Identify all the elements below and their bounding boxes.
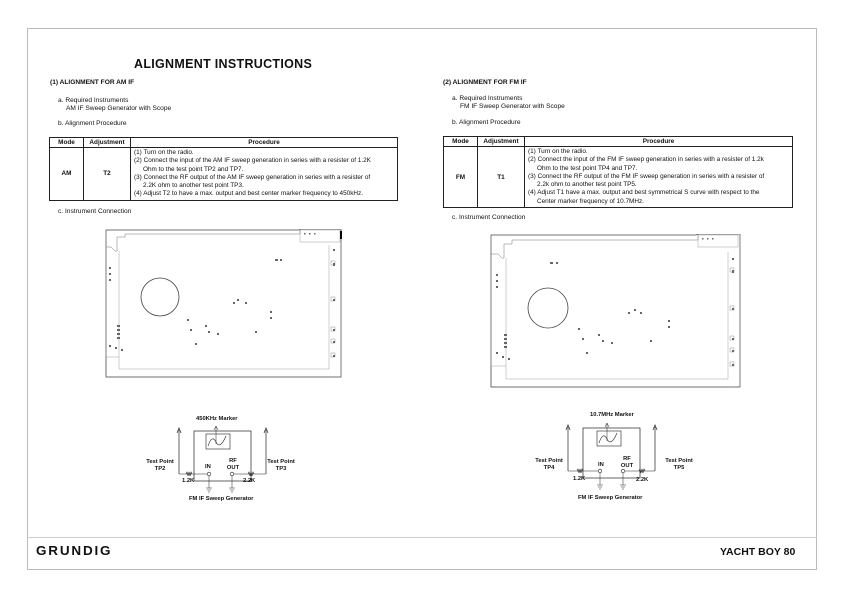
fm-step-line: Ohm to the test point TP4 and TP7. bbox=[537, 164, 638, 172]
am-adjustment-cell: T2 bbox=[84, 148, 131, 201]
fm-testpoint-left bbox=[532, 458, 566, 472]
fm-testpoint-left-line2: TP4 bbox=[543, 465, 555, 471]
am-step-line: (4) Adjust T2 to have a max. output and best center marker frequency to 450kHz. bbox=[134, 190, 364, 198]
am-testpoint-left-line1: Test Point bbox=[146, 459, 174, 465]
am-testpoint-right bbox=[265, 459, 297, 473]
fm-adjustment-cell: T1 bbox=[478, 147, 525, 208]
am-testpoint-left bbox=[144, 459, 176, 473]
am-procedure-table bbox=[49, 137, 398, 201]
am-header-procedure: Procedure bbox=[131, 138, 398, 148]
am-step-line: (2) Connect the input of the AM IF sweep generation in series with a resister of 1.2K bbox=[134, 157, 371, 165]
fm-header-procedure: Procedure bbox=[525, 137, 793, 147]
am-section-heading: (1) ALIGNMENT FOR AM IF bbox=[50, 79, 135, 86]
fm-header-adjustment: Adjustment bbox=[478, 137, 525, 147]
footer-divider bbox=[27, 537, 817, 538]
brand-logo: GRUNDIG bbox=[36, 543, 113, 558]
am-in-label: IN bbox=[205, 464, 211, 470]
am-header-adjustment: Adjustment bbox=[84, 138, 131, 148]
am-resistor-right-label: 2.2K bbox=[243, 478, 256, 484]
fm-section-heading: (2) ALIGNMENT FOR FM IF bbox=[443, 79, 527, 86]
am-header-mode: Mode bbox=[50, 138, 84, 148]
am-table-row bbox=[50, 148, 398, 201]
am-instruments-value: AM IF Sweep Generator with Scope bbox=[66, 105, 172, 112]
fm-mode-cell: FM bbox=[444, 147, 478, 208]
am-testpoint-right-line1: Test Point bbox=[267, 459, 295, 465]
am-marker-label: 450KHz Marker bbox=[196, 416, 238, 422]
am-connection-diagram bbox=[170, 424, 275, 496]
fm-in-label: IN bbox=[598, 462, 604, 468]
fm-instruments-label: a. Required Instruments bbox=[452, 95, 523, 102]
am-procedure-label: b. Alignment Procedure bbox=[58, 120, 127, 127]
am-step-line: (1) Turn on the radio. bbox=[134, 149, 194, 156]
fm-testpoint-right-line2: TP5 bbox=[673, 465, 685, 471]
fm-procedure-label: b. Alignment Procedure bbox=[452, 119, 521, 126]
fm-step-line: (4) Adjust T1 have a max. output and best symmetrical S curve with respect to the bbox=[528, 189, 760, 197]
model-name: YACHT BOY 80 bbox=[720, 546, 796, 558]
am-testpoint-left-line2: TP2 bbox=[154, 466, 166, 472]
am-table-header-row bbox=[50, 138, 398, 148]
am-testpoint-right-line2: TP3 bbox=[275, 466, 287, 472]
am-step-line: Ohm to the test point TP2 and TP7. bbox=[143, 165, 244, 173]
am-mode-cell: AM bbox=[50, 148, 84, 201]
fm-table-row bbox=[444, 147, 793, 208]
am-connection-label: c. Instrument Connection bbox=[58, 208, 132, 215]
fm-connection-label: c. Instrument Connection bbox=[452, 214, 526, 221]
am-procedure-cell bbox=[131, 148, 398, 201]
fm-step-line: (2) Connect the input of the FM IF sweep generation in series with a resister of 1.2k bbox=[528, 156, 764, 164]
fm-resistor-right-label: 2.2K bbox=[636, 477, 649, 483]
fm-step-line: (3) Connect the RF output of the FM IF sweep generation in series with a resister of bbox=[528, 172, 765, 180]
fm-instruments-value: FM IF Sweep Generator with Scope bbox=[460, 103, 565, 110]
am-resistor-left-label: 1.2K bbox=[182, 478, 195, 484]
fm-resistor-left-label: 1.2K bbox=[573, 476, 586, 482]
fm-table-header-row bbox=[444, 137, 793, 147]
am-generator-label: FM IF Sweep Generator bbox=[189, 496, 254, 502]
am-rf-line2: OUT bbox=[226, 465, 240, 471]
am-pcb-drawing bbox=[105, 229, 343, 379]
fm-testpoint-right bbox=[662, 458, 696, 472]
am-rf-line1: RF bbox=[229, 458, 237, 464]
fm-step-line: 2.2k ohm to another test point TP5. bbox=[537, 181, 637, 189]
fm-testpoint-left-line1: Test Point bbox=[535, 458, 563, 464]
fm-marker-label: 10.7MHz Marker bbox=[590, 412, 634, 418]
fm-pcb-drawing bbox=[490, 234, 742, 389]
fm-procedure-cell bbox=[525, 147, 793, 208]
am-step-line: 2.2K ohm to another test point TP3. bbox=[143, 182, 244, 190]
fm-step-line: Center marker frequency of 10.7MHz. bbox=[537, 197, 644, 205]
am-step-line: (3) Connect the RF output of the AM IF sweep generation in series with a resister of bbox=[134, 173, 371, 181]
fm-header-mode: Mode bbox=[444, 137, 478, 147]
fm-procedure-table bbox=[443, 136, 793, 208]
am-rf-out-label bbox=[224, 458, 242, 472]
page-title: ALIGNMENT INSTRUCTIONS bbox=[134, 57, 313, 71]
fm-testpoint-right-line1: Test Point bbox=[665, 458, 693, 464]
am-instruments-label: a. Required Instruments bbox=[58, 97, 129, 104]
fm-step-line: (1) Turn on the radio. bbox=[528, 148, 588, 155]
fm-rf-line1: RF bbox=[623, 456, 631, 462]
fm-rf-out-label bbox=[618, 456, 636, 470]
fm-generator-label: FM IF Sweep Generator bbox=[578, 495, 643, 501]
fm-rf-line2: OUT bbox=[620, 463, 634, 469]
